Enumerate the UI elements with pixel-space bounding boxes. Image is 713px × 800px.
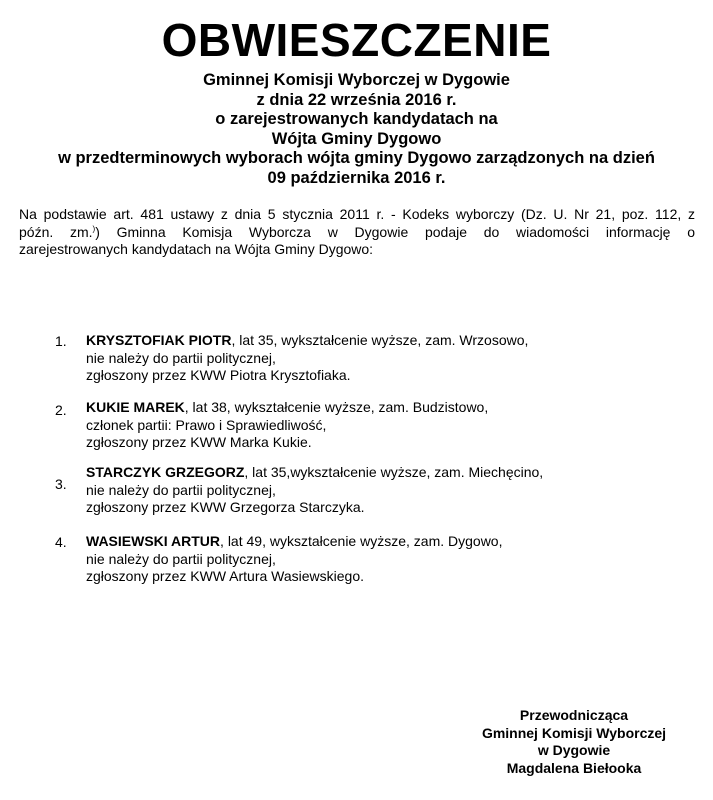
candidate-name: KUKIE MAREK [86, 399, 185, 415]
subtitle-date: z dnia 22 września 2016 r. [256, 90, 457, 109]
candidate-header-line [86, 332, 686, 350]
subtitle-election: w przedterminowych wyborach wójta gminy Dygowo zarządzonych na dzień [58, 149, 655, 167]
candidate-details: , lat 38, wykształcenie wyższe, zam. Budzistowo, [184, 399, 489, 415]
candidate-nominated-by: zgłoszony przez KWW Piotra Krysztofiaka. [86, 367, 351, 383]
intro-line-3: zarejestrowanych kandydatach na Wójta Gminy Dygowo: [19, 241, 374, 257]
notice-subtitle [0, 71, 713, 188]
candidate-number: 4. [55, 534, 67, 550]
candidate-nominated-by: zgłoszony przez KWW Artura Wasiewskiego. [86, 568, 365, 584]
intro-paragraph [19, 206, 695, 259]
candidate-header-line [86, 464, 686, 482]
intro-line-2-start: późn. zm. [19, 223, 93, 240]
intro-line-2-end: ) Gminna Komisja Wyborcza w Dygowie podaje do wiadomości informację o [95, 223, 695, 240]
candidate-name: STARCZYK GRZEGORZ [86, 464, 245, 480]
subtitle-election-date: 09 października 2016 r. [267, 168, 446, 187]
candidate-details: , lat 35, wykształcenie wyższe, zam. Wrzosowo, [231, 332, 529, 348]
candidate-body [86, 533, 686, 586]
candidate-body [86, 464, 686, 517]
signature-place: w Dygowie [537, 742, 611, 758]
candidate-body [86, 399, 686, 452]
candidate-number: 2. [55, 402, 67, 418]
signature-block [450, 707, 698, 777]
candidate-number: 3. [55, 476, 67, 492]
intro-line-2 [19, 224, 695, 242]
subtitle-committee: Gminnej Komisji Wyborczej w Dygowie [203, 71, 510, 89]
signature-role: Przewodnicząca [519, 707, 629, 723]
candidate-header-line [86, 533, 686, 551]
candidate-header-line [86, 399, 686, 417]
intro-line-1: Na podstawie art. 481 ustawy z dnia 5 stycznia 2011 r. - Kodeks wyborczy (Dz. U. Nr 21, poz. 112, z [19, 206, 695, 222]
candidate-party: nie należy do partii politycznej, [86, 349, 276, 366]
subtitle-office: Wójta Gminy Dygowo [271, 129, 442, 148]
footnote-mark: ) [92, 223, 96, 233]
candidate-party: nie należy do partii politycznej, [86, 481, 276, 498]
candidate-nominated-by: zgłoszony przez KWW Grzegorza Starczyka. [86, 499, 365, 515]
signature-committee: Gminnej Komisji Wyborczej [481, 724, 667, 741]
candidate-name: KRYSZTOFIAK PIOTR [86, 332, 232, 348]
signature-name: Magdalena Biełooka [506, 759, 642, 776]
subtitle-topic: o zarejestrowanych kandydatach na [215, 110, 498, 128]
candidate-nominated-by: zgłoszony przez KWW Marka Kukie. [86, 434, 312, 450]
candidate-details: , lat 35,wykształcenie wyższe, zam. Miechęcino, [244, 464, 544, 480]
candidate-body [86, 332, 686, 385]
candidate-name: WASIEWSKI ARTUR [86, 533, 221, 549]
candidate-details: , lat 49, wykształcenie wyższe, zam. Dygowo, [220, 533, 503, 549]
candidate-party: nie należy do partii politycznej, [86, 550, 276, 567]
candidate-party: członek partii: Prawo i Sprawiedliwość, [86, 416, 327, 433]
candidate-number: 1. [55, 333, 67, 349]
page-title: OBWIESZCZENIE [161, 14, 552, 66]
